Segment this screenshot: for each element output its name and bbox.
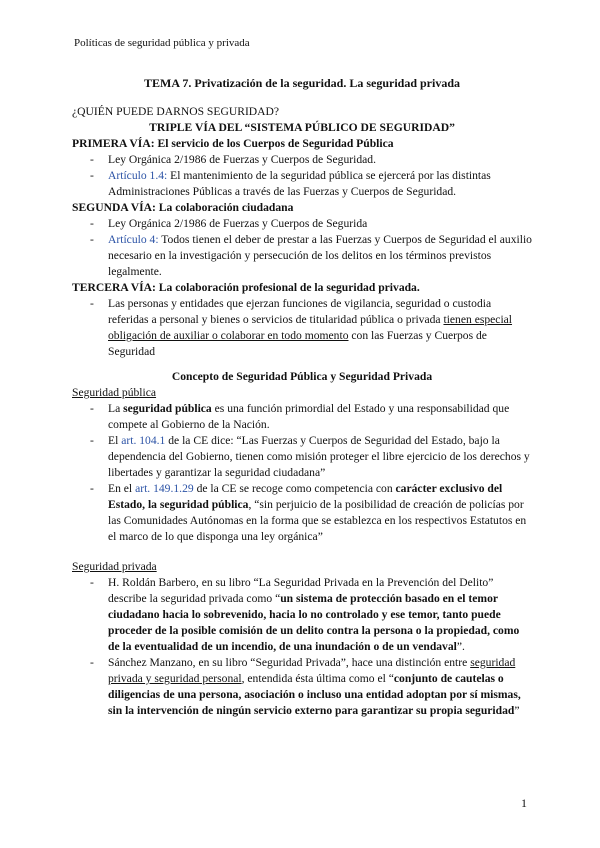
- via3-label: TERCERA VÍA:: [72, 281, 156, 294]
- list-item: [72, 575, 532, 655]
- via1-item2-text: El mantenimiento de la seguridad pública se ejercerá por las distintas Administraciones Públicas a través de las Fuerzas y Cuerpos de Seguridad.: [108, 169, 491, 198]
- privada-i2-bold: conjunto de cautelas o diligencias de una persona, asociación o incluso una entidad adoptan por sí mismas, sin la intervención de ningún servicio externo para garantizar su propia seguridad: [108, 672, 521, 717]
- via3-list: [72, 296, 532, 360]
- list-item: [72, 655, 532, 719]
- publica-i1-a: La: [108, 402, 121, 415]
- via3-item1-b: con las Fuerzas y Cuerpos de Seguridad: [108, 329, 487, 358]
- publica-i1-c: es una función primordial del Estado y una responsabilidad que compete al Gobierno de la Nación.: [108, 402, 510, 431]
- privada-list: [72, 575, 532, 719]
- publica-art-149-ref: art. 149.1.29: [135, 482, 194, 495]
- via3-item1-a: Las personas y entidades que ejerzan funciones de vigilancia, seguridad o custodia referidas a personal y bienes o servicios de titularidad pública o privada: [108, 297, 492, 326]
- via2-article-ref: Artículo 4:: [108, 233, 159, 246]
- via2-item2-text: Todos tienen el deber de prestar a las Fuerzas y Cuerpos de Seguridad el auxilio necesario en la investigación y persecución de los delitos en los términos previstos legalmente.: [108, 233, 532, 278]
- triple-title: TRIPLE VÍA DEL “SISTEMA PÚBLICO DE SEGURIDAD”: [149, 121, 455, 134]
- via3-title: La colaboración profesional de la seguridad privada.: [158, 281, 420, 294]
- list-item: [72, 296, 532, 360]
- via1-title: El servicio de los Cuerpos de Seguridad Pública: [157, 137, 394, 150]
- concept-title: Concepto de Seguridad Pública y Seguridad Privada: [171, 370, 433, 383]
- publica-art-104-ref: art. 104.1: [121, 434, 166, 447]
- list-item: [72, 481, 532, 545]
- via2-label: SEGUNDA VÍA:: [72, 201, 156, 214]
- page-content: [72, 75, 532, 719]
- spacer: [72, 545, 532, 559]
- publica-i1-bold: seguridad pública: [123, 402, 212, 415]
- list-item: [72, 216, 532, 232]
- page-title: TEMA 7. Privatización de la seguridad. La seguridad privada: [143, 76, 461, 90]
- privada-i1-a: H. Roldán Barbero, en su libro “La Seguridad Privada en la Prevención del Delito” describe la seguridad privada como “: [108, 576, 494, 605]
- via1-article-ref: Artículo 1.4:: [108, 169, 168, 182]
- publica-list: [72, 401, 532, 545]
- publica-i3-a: En el: [108, 482, 133, 495]
- publica-i2-a: El: [108, 434, 119, 447]
- list-item: [72, 433, 532, 481]
- privada-i2-underlined: seguridad privada y seguridad personal: [108, 656, 516, 685]
- privada-i2-b: , entendida ésta última como el “: [241, 672, 394, 685]
- page-number: 1: [521, 796, 527, 810]
- publica-i3-d: , “sin perjuicio de la posibilidad de creación de policías por las Comunidades Autónomas en la forma que se establezca en los respectivos Estatutos en el marco de lo que disponga una ley orgánica”: [108, 498, 527, 543]
- list-item: [72, 401, 532, 433]
- list-item: [72, 168, 532, 200]
- via3-heading: [72, 280, 532, 296]
- privada-heading: Seguridad privada: [72, 560, 157, 573]
- via2-title: La colaboración ciudadana: [158, 201, 294, 214]
- via1-heading: [72, 136, 532, 152]
- publica-i3-bold: carácter exclusivo del Estado, la seguridad pública: [108, 482, 503, 511]
- publica-i3-b: de la CE se recoge como competencia con: [196, 482, 393, 495]
- privada-i2-a: Sánchez Manzano, en su libro “Seguridad Privada”, hace una distinción entre: [108, 656, 468, 669]
- via2-heading: [72, 200, 532, 216]
- publica-i2-b: de la CE dice: “Las Fuerzas y Cuerpos de Seguridad del Estado, bajo la dependencia del Gobierno, tienen como misión proteger el libre ejercicio de los derechos y libertades y garantizar la seguridad ciudadana”: [108, 434, 530, 479]
- via1-item1: Ley Orgánica 2/1986 de Fuerzas y Cuerpos de Seguridad.: [108, 153, 376, 166]
- via1-label: PRIMERA VÍA:: [72, 137, 155, 150]
- list-item: [72, 232, 532, 280]
- via1-list: [72, 152, 532, 200]
- question-heading: ¿QUIÉN PUEDE DARNOS SEGURIDAD?: [72, 105, 280, 118]
- publica-heading: Seguridad pública: [72, 386, 157, 399]
- list-item: [72, 152, 532, 168]
- privada-i1-bold: un sistema de protección basado en el temor ciudadano hacia lo sobrevenido, hacia lo no controlado y ese temor, tanto puede proceder de la posible comisión de un delito contra la persona o la propiedad, como de la eventualidad de un incendio, de una inundación o de un vendaval: [108, 592, 520, 653]
- via2-item1: Ley Orgánica 2/1986 de Fuerzas y Cuerpos de Segurida: [108, 217, 368, 230]
- privada-i1-c: ”.: [456, 640, 465, 653]
- via2-list: [72, 216, 532, 280]
- via3-item1-underlined: tienen especial obligación de auxiliar o colaborar en todo momento: [108, 313, 513, 342]
- privada-i2-d: ”: [514, 704, 520, 717]
- running-header: Políticas de seguridad pública y privada: [74, 37, 250, 49]
